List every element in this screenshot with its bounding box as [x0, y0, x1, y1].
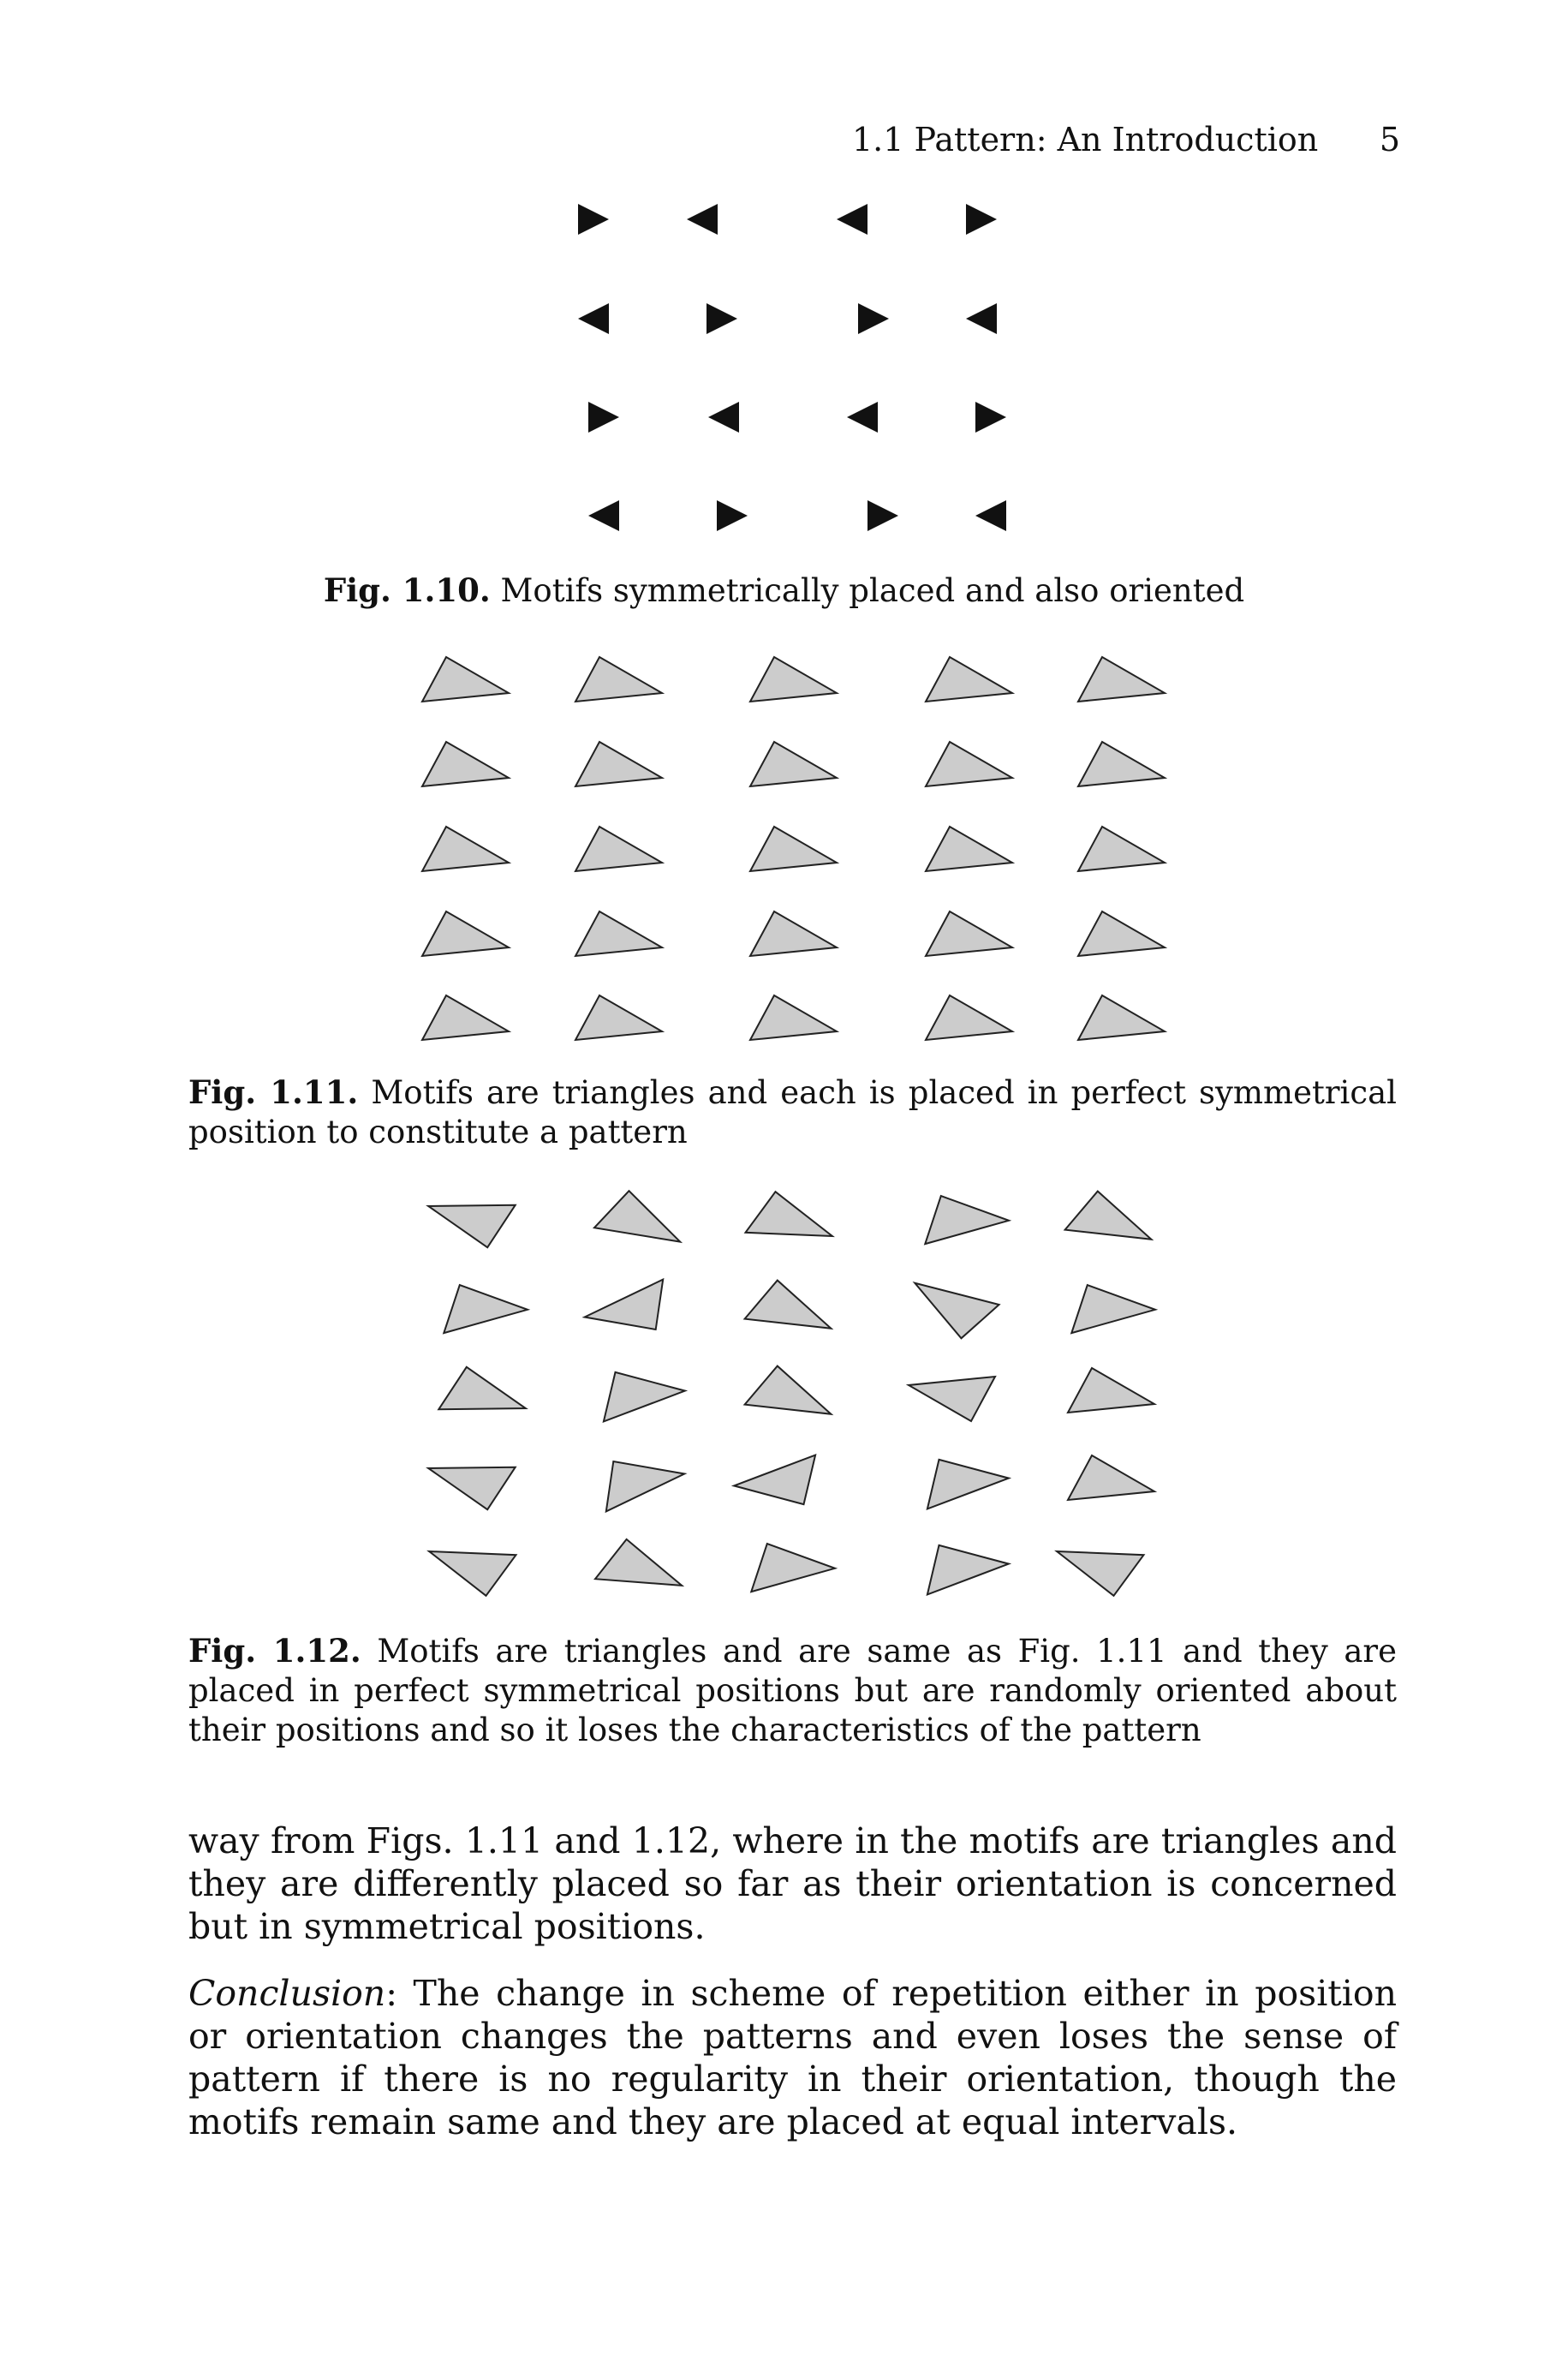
figure-1-10-caption-text: Motifs symmetrically placed and also oriented — [500, 572, 1245, 609]
triangle-motif — [1071, 1285, 1155, 1333]
triangle-motif — [734, 1455, 815, 1505]
triangle-motif — [751, 1544, 835, 1592]
triangle-motif — [604, 1372, 685, 1422]
triangle-motif — [1065, 1192, 1152, 1240]
triangle-motif — [606, 1461, 685, 1511]
figure-1-12-label: Fig. 1.12. — [188, 1632, 361, 1670]
triangle-motif — [444, 1285, 528, 1333]
triangle-motif — [1068, 1455, 1154, 1500]
conclusion-text: : The change in scheme of repetition either in position or orientation changes the patterns and even loses the sense of pattern if there is no regularity in their orientation, though the motifs remain same and they are placed at equal intervals. — [188, 1973, 1397, 2142]
triangle-motif — [594, 1191, 680, 1241]
triangle-motif — [1068, 1368, 1154, 1413]
triangle-motif — [438, 1367, 526, 1409]
triangle-motif — [428, 1205, 516, 1247]
conclusion-label: Conclusion — [188, 1973, 386, 2014]
body-text — [188, 1819, 1397, 2143]
figure-1-11-label: Fig. 1.11. — [188, 1073, 359, 1111]
page-number: 5 — [1379, 121, 1400, 158]
triangle-motif — [1057, 1551, 1143, 1596]
triangle-motif — [595, 1539, 682, 1586]
triangle-motif — [915, 1283, 999, 1339]
figure-1-10-label: Fig. 1.10. — [323, 571, 491, 609]
figure-1-12-caption — [188, 1631, 1397, 1750]
figure-1-11-caption-text: Motifs are triangles and each is placed in perfect symmetrical position to constitute a pattern — [188, 1074, 1398, 1150]
section-title: 1.1 Pattern: An Introduction — [852, 121, 1319, 158]
triangle-motif — [428, 1467, 516, 1509]
triangle-motif — [745, 1281, 832, 1329]
figure-1-12-caption-text: Motifs are triangles and are same as Fig. 1.11 and they are placed in perfect symmetrical positions but are randomly oriented about their positions and so it loses the characteristics of the pattern — [188, 1633, 1397, 1748]
triangle-motif — [927, 1460, 1009, 1509]
triangle-motif — [746, 1192, 832, 1236]
triangle-motif — [585, 1280, 664, 1329]
triangle-motif — [909, 1377, 995, 1421]
triangle-motif — [925, 1196, 1009, 1244]
body-paragraph: way from Figs. 1.11 and 1.12, where in the motifs are triangles and they are differently placed so far as their orientation is concerned but in symmetrical positions. — [188, 1820, 1397, 1947]
conclusion-paragraph — [188, 1972, 1397, 2143]
triangle-motif — [927, 1545, 1009, 1595]
triangle-motif — [429, 1551, 516, 1596]
triangle-motif — [745, 1366, 832, 1414]
